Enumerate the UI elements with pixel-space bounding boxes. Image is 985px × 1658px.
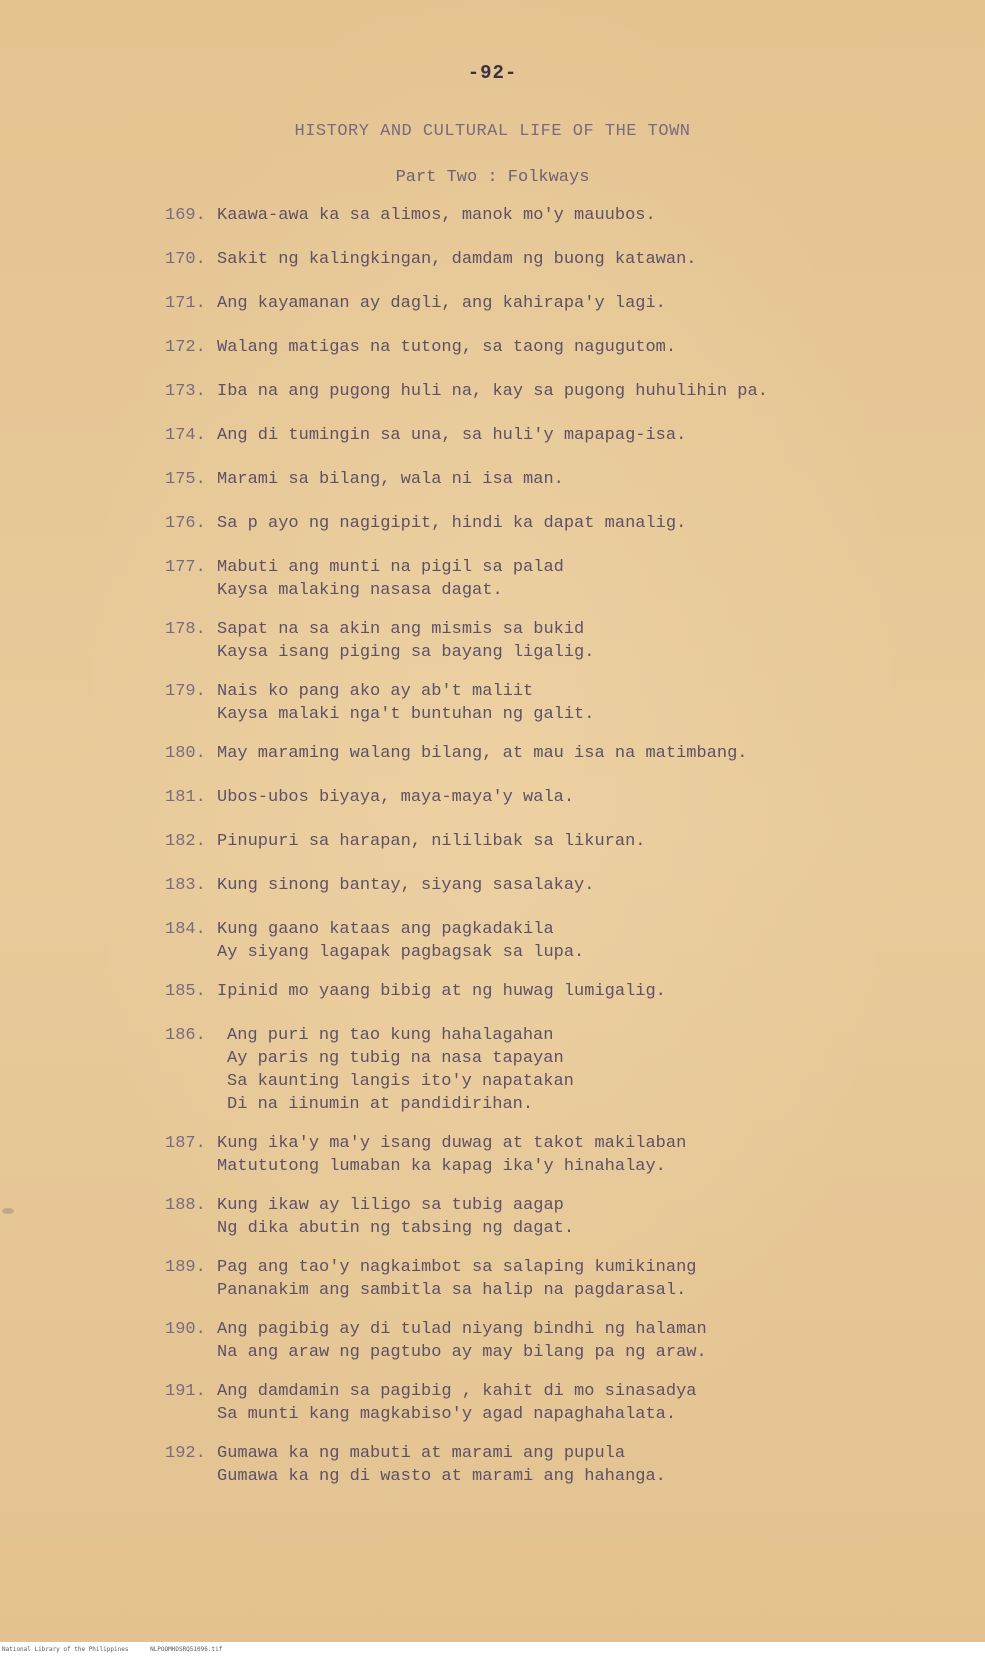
proverb-number: 178. <box>165 620 206 639</box>
proverb-number: 191. <box>165 1382 206 1401</box>
proverb-line: Kung gaano kataas ang pagkadakila <box>217 920 554 939</box>
proverb-entry <box>165 1318 707 1364</box>
proverb-line: Ay siyang lagapak pagbagsak sa lupa. <box>217 943 585 962</box>
proverb-text <box>217 1256 696 1302</box>
proverb-line: Pananakim ang sambitla sa halip na pagdarasal. <box>217 1281 687 1300</box>
proverb-entry <box>165 292 666 315</box>
proverb-text <box>217 918 584 964</box>
proverb-number: 170. <box>165 250 206 269</box>
proverb-number: 175. <box>165 470 206 489</box>
proverb-entry <box>165 1194 574 1240</box>
proverb-text <box>217 1024 574 1116</box>
proverb-line: Matututong lumaban ka kapag ika'y hinahalay. <box>217 1157 666 1176</box>
proverb-text <box>217 742 748 765</box>
proverb-number: 172. <box>165 338 206 357</box>
page-number: -92- <box>467 62 518 84</box>
proverb-text <box>217 1442 666 1488</box>
proverb-text <box>217 786 574 809</box>
proverb-number: 180. <box>165 744 206 763</box>
proverb-line: Nais ko pang ako ay ab't maliit <box>217 682 534 701</box>
proverb-number: 187. <box>165 1134 206 1153</box>
proverb-text <box>217 980 666 1003</box>
proverb-text <box>217 874 594 897</box>
proverb-text <box>217 1132 686 1178</box>
proverb-line: Na ang araw ng pagtubo ay may bilang pa ng araw. <box>217 1343 707 1362</box>
proverb-number: 192. <box>165 1444 206 1463</box>
proverb-line: Kung ikaw ay liligo sa tubig aagap <box>217 1196 564 1215</box>
proverb-number: 184. <box>165 920 206 939</box>
scan-footer <box>2 1646 222 1653</box>
proverb-text <box>217 512 686 535</box>
proverb-line: Ay paris ng tubig na nasa tapayan <box>227 1049 564 1068</box>
proverb-number: 176. <box>165 514 206 533</box>
proverb-line: Pinupuri sa harapan, nililibak sa likuran. <box>217 832 646 851</box>
proverb-line: Iba na ang pugong huli na, kay sa pugong huhulihin pa. <box>217 382 768 401</box>
proverb-number: 177. <box>165 558 206 577</box>
proverb-line: Gumawa ka ng mabuti at marami ang pupula <box>217 1444 626 1463</box>
proverb-text <box>217 1194 574 1240</box>
proverb-text <box>217 618 594 664</box>
proverb-text <box>217 1380 696 1426</box>
proverb-line: Ang puri ng tao kung hahalagahan <box>227 1026 554 1045</box>
proverb-text <box>217 336 676 359</box>
proverb-text <box>217 292 666 315</box>
proverb-entry <box>165 918 584 964</box>
page-title: HISTORY AND CULTURAL LIFE OF THE TOWN <box>294 122 691 141</box>
proverb-number: 188. <box>165 1196 206 1215</box>
proverb-text <box>217 204 656 227</box>
proverb-line: Ang pagibig ay di tulad niyang bindhi ng halaman <box>217 1320 707 1339</box>
proverb-entry <box>165 336 676 359</box>
proverb-entry <box>165 830 645 853</box>
proverb-line: Pag ang tao'y nagkaimbot sa salaping kumikinang <box>217 1258 697 1277</box>
proverb-line: Kaysa malaki nga't buntuhan ng galit. <box>217 705 595 724</box>
proverb-text <box>217 424 686 447</box>
proverb-line: Marami sa bilang, wala ni isa man. <box>217 470 564 489</box>
proverb-line: Ubos-ubos biyaya, maya-maya'y wala. <box>217 788 575 807</box>
proverb-number: 173. <box>165 382 206 401</box>
proverb-entry <box>165 786 574 809</box>
proverb-line: Ng dika abutin ng tabsing ng dagat. <box>217 1219 575 1238</box>
proverb-number: 190. <box>165 1320 206 1339</box>
proverb-entry <box>165 1380 696 1426</box>
ink-smudge <box>2 1208 14 1214</box>
proverb-text <box>217 556 564 602</box>
proverb-entry <box>165 1256 696 1302</box>
proverb-entry <box>165 556 564 602</box>
proverb-line: Sa p ayo ng nagigipit, hindi ka dapat manalig. <box>217 514 687 533</box>
footer-file: NLPOOMHDSRQ51096.tif <box>150 1646 223 1653</box>
proverb-text <box>217 248 696 271</box>
proverb-entry <box>165 1442 666 1488</box>
proverb-entry <box>165 980 666 1003</box>
proverb-line: Kung ika'y ma'y isang duwag at takot makilaban <box>217 1134 687 1153</box>
proverb-line: May maraming walang bilang, at mau isa na matimbang. <box>217 744 748 763</box>
proverb-entry <box>165 874 594 897</box>
proverb-number: 183. <box>165 876 206 895</box>
proverb-entry <box>165 380 768 403</box>
proverb-number: 182. <box>165 832 206 851</box>
proverb-entry <box>165 424 686 447</box>
proverb-text <box>217 680 594 726</box>
proverb-number: 189. <box>165 1258 206 1277</box>
proverb-entry <box>165 618 594 664</box>
proverb-entry <box>165 1024 574 1116</box>
proverb-entry <box>165 742 748 765</box>
proverb-number: 181. <box>165 788 206 807</box>
proverb-line: Walang matigas na tutong, sa taong nagugutom. <box>217 338 677 357</box>
proverb-entry <box>165 680 594 726</box>
proverb-line: Ang damdamin sa pagibig , kahit di mo sinasadya <box>217 1382 697 1401</box>
proverb-line: Gumawa ka ng di wasto at marami ang hahanga. <box>217 1467 666 1486</box>
proverb-entry <box>165 248 696 271</box>
proverb-number: 185. <box>165 982 206 1001</box>
proverb-number: 171. <box>165 294 206 313</box>
page-subtitle: Part Two : Folkways <box>395 168 590 187</box>
proverb-entry <box>165 1132 686 1178</box>
proverb-text <box>217 830 645 853</box>
proverb-text <box>217 1318 707 1364</box>
proverb-line: Kaawa-awa ka sa alimos, manok mo'y mauubos. <box>217 206 656 225</box>
proverb-line: Mabuti ang munti na pigil sa palad <box>217 558 564 577</box>
proverb-line: Sapat na sa akin ang mismis sa bukid <box>217 620 585 639</box>
proverb-line: Sa kaunting langis ito'y napatakan <box>227 1072 574 1091</box>
proverb-text <box>217 468 564 491</box>
proverb-line: Kaysa malaking nasasa dagat. <box>217 581 503 600</box>
proverb-line: Ang di tumingin sa una, sa huli'y mapapag-isa. <box>217 426 687 445</box>
proverb-entry <box>165 468 564 491</box>
footer-source: National Library of the Philippines <box>2 1646 129 1653</box>
proverb-line: Di na iinumin at pandidirihan. <box>227 1095 534 1114</box>
proverb-number: 174. <box>165 426 206 445</box>
proverb-line: Sa munti kang magkabiso'y agad napaghahalata. <box>217 1405 677 1424</box>
proverb-text <box>217 380 768 403</box>
proverb-line: Kung sinong bantay, siyang sasalakay. <box>217 876 595 895</box>
proverb-line: Ipinid mo yaang bibig at ng huwag lumigalig. <box>217 982 666 1001</box>
proverb-number: 169. <box>165 206 206 225</box>
proverb-entry <box>165 512 686 535</box>
proverb-number: 186. <box>165 1026 206 1045</box>
proverb-entry <box>165 204 656 227</box>
proverb-line: Ang kayamanan ay dagli, ang kahirapa'y lagi. <box>217 294 666 313</box>
proverb-line: Sakit ng kalingkingan, damdam ng buong katawan. <box>217 250 697 269</box>
proverb-number: 179. <box>165 682 206 701</box>
proverb-line: Kaysa isang piging sa bayang ligalig. <box>217 643 595 662</box>
